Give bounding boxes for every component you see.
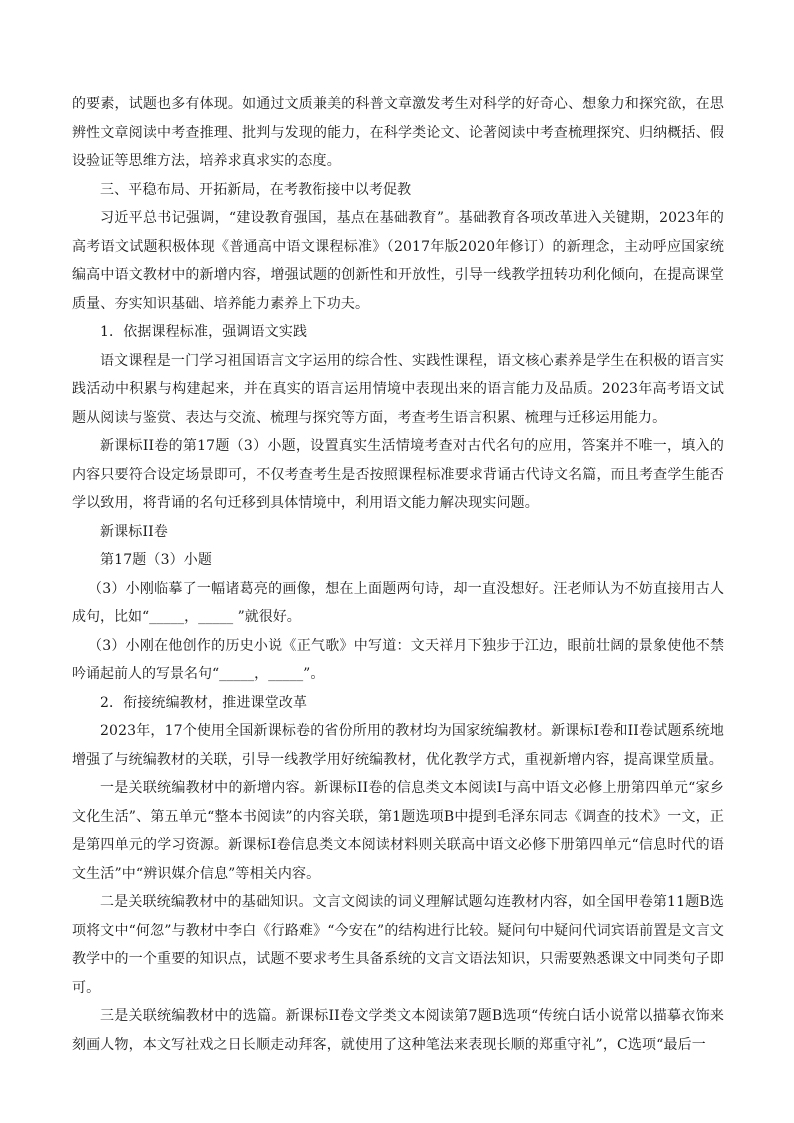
question-item-portrait: （3）小刚临摹了一幅诸葛亮的画像，想在上面题两句诗，却一直没想好。汪老师认为不妨直接用古人成句，比如“_____，_____ ”就很好。 [72,580,724,625]
section-heading-three: 三、平稳布局、开拓新局，在考教衔接中以考促教 [100,181,412,198]
paragraph-intro-continuation: 的要素，试题也多有体现。如通过文质兼美的科普文章激发考生对科学的好奇心、想象力和探究欲，在思辨性文章阅读中考查推理、批判与发现的能力，在科学类论文、论著阅读中考查梳理探究、归纳概括、假设验证等思维方法，培养求真求实的态度。 [72,96,724,169]
subheading-textbook-connection: 2．衔接统编教材，推进课堂改革 [100,694,308,711]
paragraph-new-content: 一是关联统编教材中的新增内容。新课标II卷的信息类文本阅读I与高中语文必修上册第四单元“家乡文化生活”、第五单元“整本书阅读”的内容关联，第1题选项B中提到毛泽东同志《调查的技术》一文，正是第四单元的学习资源。新课标I卷信息类文本阅读材料则关联高中语文必修下册第四单元“信息时代的语文生活”中“辨识媒介信息”等相关内容。 [72,780,724,882]
document-page [72,90,724,1059]
paragraph-question-17: 新课标II卷的第17题（3）小题，设置真实生活情境考查对古代名句的应用，答案并不唯一，填入的内容只要符合设定场景即可，不仅考查考生是否按照课程标准要求背诵古代诗文名篇，而且考查学生能否学以致用，将背诵的名句迁移到具体情境中，利用语文能力解决现实问题。 [72,438,724,511]
paragraph-language-curriculum: 语文课程是一门学习祖国语言文字运用的综合性、实践性课程，语文核心素养是学生在积极的语言实践活动中积累与构建起来，并在真实的语言运用情境中表现出来的语言能力及品质。2023年高考语文试题从阅读与鉴赏、表达与交流、梳理与探究等方面，考查考生语言积累、梳理与迁移运用能力。 [72,352,724,426]
question-item-novel: （3）小刚在他创作的历史小说《正气歌》中写道：文天祥月下独步于江边，眼前壮阔的景象使他不禁吟诵起前人的写景名句“_____，_____”。 [72,637,724,682]
paragraph-selected-texts: 三是关联统编教材中的选篇。新课标II卷文学类文本阅读第7题B选项“传统白话小说常以描摹衣饰来刻画人物，本文写社戏之日长顺走动拜客，就使用了这种笔法来表现长顺的郑重守礼”，C选项“最后一 [72,1008,724,1053]
paragraph-provinces-textbooks: 2023年，17个使用全国新课标卷的省份所用的教材均为国家统编教材。新课标I卷和II卷试题系统地增强了与统编教材的关联，引导一线教学用好统编教材，优化教学方式，重视新增内容，提高课堂质量。 [72,723,724,768]
paragraph-basic-knowledge: 二是关联统编教材中的基础知识。文言文阅读的词义理解试题勾连教材内容，如全国甲卷第11题B选项将文中“何忽”与教材中李白《行路难》“今安在”的结构进行比较。疑问句中疑问代词宾语前置是文言文教学中的一个重要的知识点，试题不要求考生具备系统的文言文语法知识，只需要熟悉课文中同类句子即可。 [72,894,724,996]
subheading-curriculum-standard: 1．依据课程标准，强调语文实践 [100,324,308,340]
label-exam-paper: 新课标II卷 [100,523,168,540]
paragraph-xi-quote: 习近平总书记强调，“建设教育强国，基点在基础教育”。基础教育各项改革进入关键期，2023年的高考语文试题积极体现《普通高中语文课程标准》（2017年版2020年修订）的新理念，主动呼应国家统编高中语文教材中的新增内容，增强试题的创新性和开放性，引导一线教学扭转功利化倾向，在提高课堂质量、夯实知识基础、培养能力素养上下功夫。 [72,210,724,312]
label-question-number: 第17题（3）小题 [100,552,213,568]
